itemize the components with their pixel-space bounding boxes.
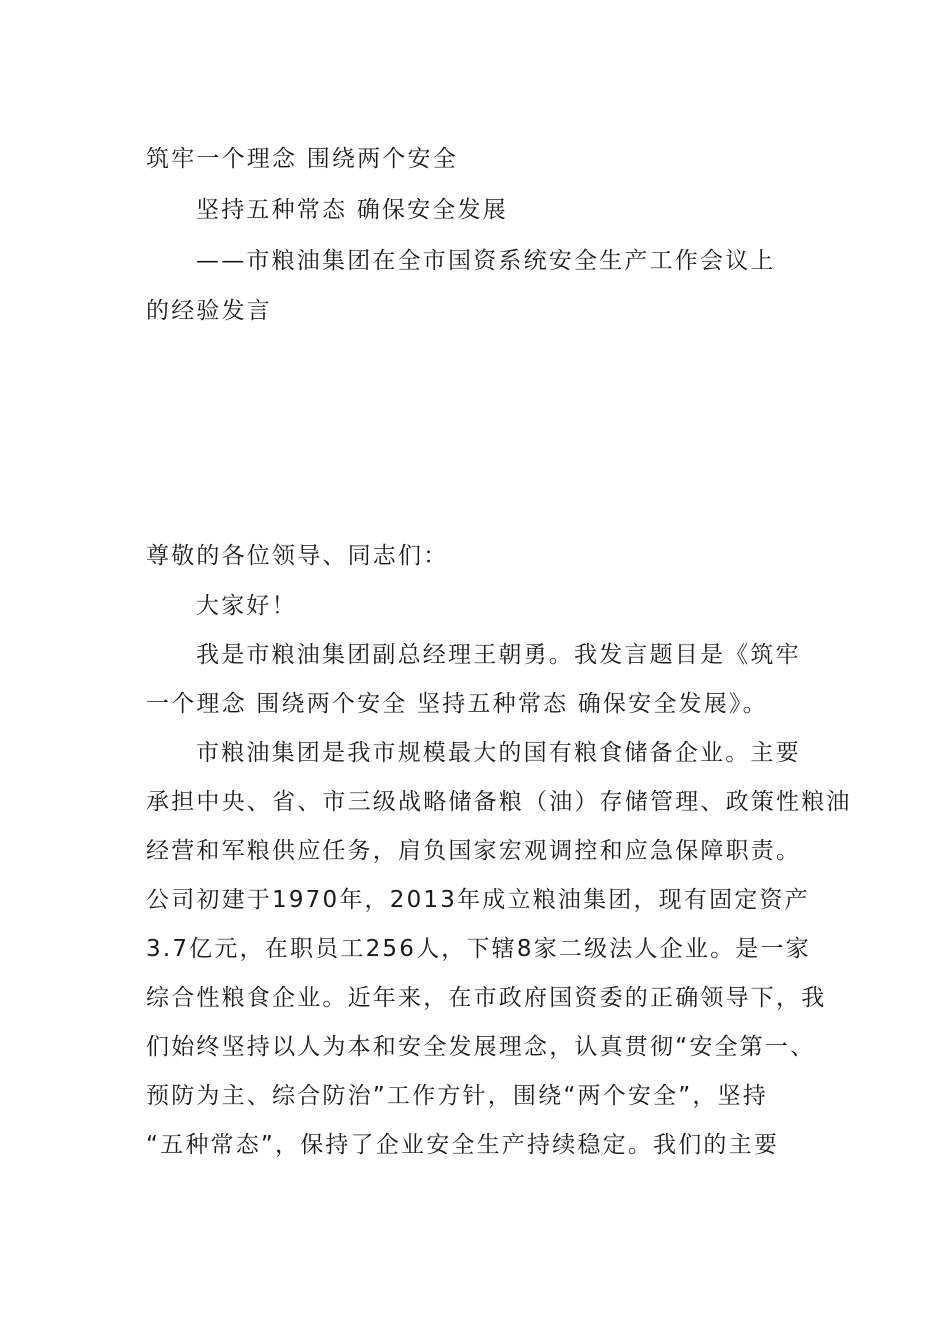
paragraph-2-line: 公司初建于1970年，2013年成立粮油集团，现有固定资产 [146,887,810,913]
paragraph-2-line: “五种常态”，保持了企业安全生产持续稳定。我们的主要 [146,1132,780,1158]
subtitle-line-2: 的经验发言 [146,298,272,324]
greeting: 大家好！ [196,593,297,619]
paragraph-2-line: 市粮油集团是我市规模最大的国有粮食储备企业。主要 [196,740,801,766]
salutation: 尊敬的各位领导、同志们： [146,543,449,569]
paragraph-2-line: 们始终坚持以人为本和安全发展理念，认真贯彻“安全第一、 [146,1034,816,1060]
paragraph-1-line: 我是市粮油集团副总经理王朝勇。我发言题目是《筑牢 [196,642,801,668]
title-line-2: 坚持五种常态 确保安全发展 [196,197,508,223]
paragraph-1-line: 一个理念 围绕两个安全 坚持五种常态 确保安全发展》。 [146,691,768,717]
paragraph-2-line: 预防为主、综合防治”工作方针，围绕“两个安全”，坚持 [146,1083,768,1109]
paragraph-2-line: 综合性粮食企业。近年来，在市政府国资委的正确领导下，我 [146,985,827,1011]
paragraph-2-line: 3.7亿元，在职员工256人，下辖8家二级法人企业。是一家 [146,936,811,962]
title-line-1: 筑牢一个理念 围绕两个安全 [146,146,458,172]
subtitle-line-1: ——市粮油集团在全市国资系统安全生产工作会议上 [196,248,776,274]
paragraph-2-line: 经营和军粮供应任务，肩负国家宏观调控和应急保障职责。 [146,838,802,864]
paragraph-2-line: 承担中央、省、市三级战略储备粮（油）存储管理、政策性粮油 [146,789,852,815]
